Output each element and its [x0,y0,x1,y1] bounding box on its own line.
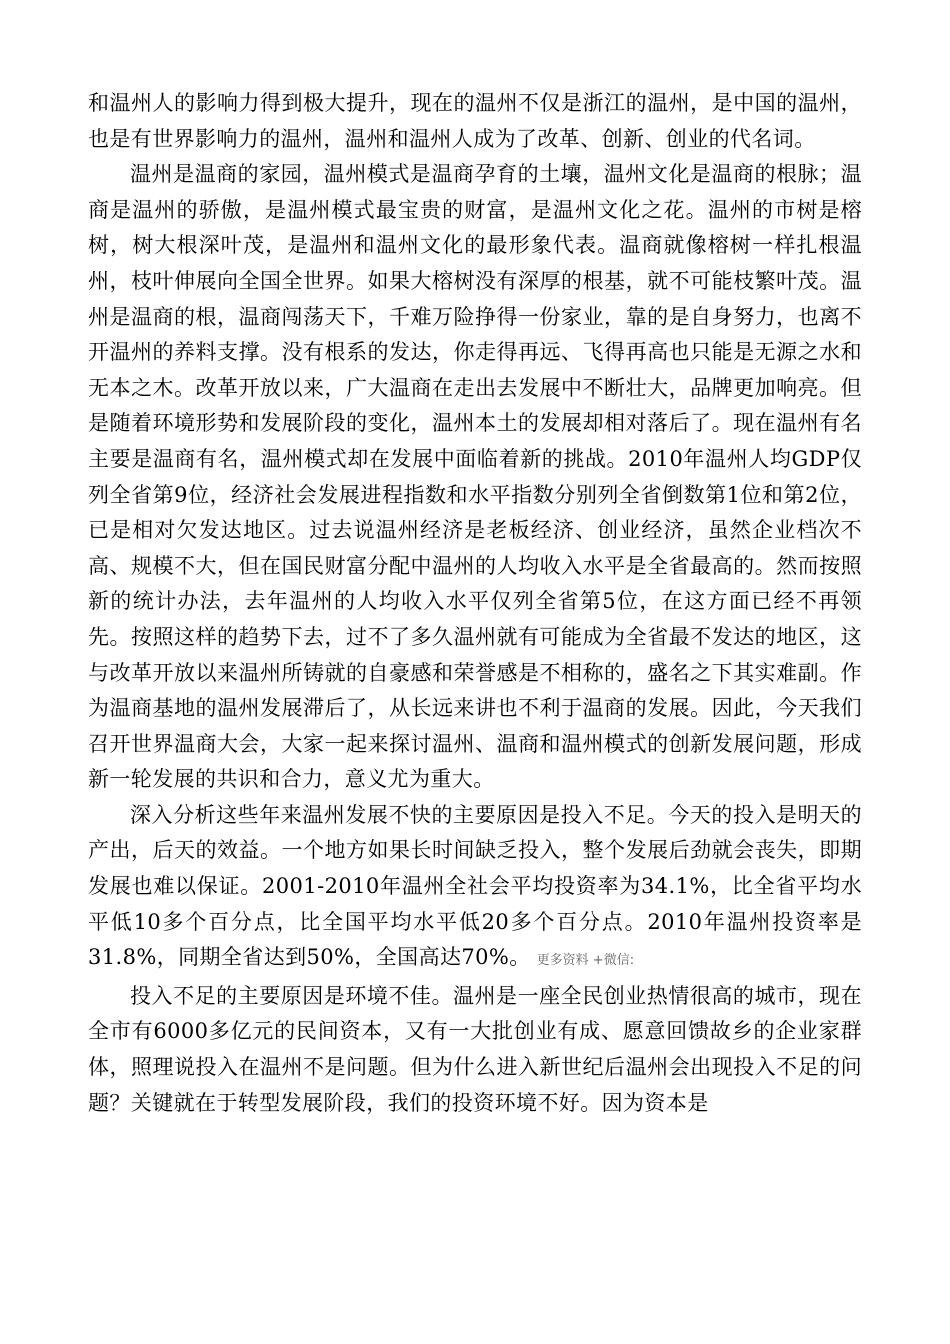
paragraph-4: 投入不足的主要原因是环境不佳。温州是一座全民创业热情很高的城市，现在全市有6000多亿元的民间资本，又有一大批创业有成、愿意回馈故乡的企业家群体，照理说投入在温州不是问题。但为什么进入新世纪后温州会出现投入不足的问题？关键就在于转型发展阶段，我们的投资环境不好。因为资本是 [88,983,862,1115]
inline-note: 更多资料 +微信: [536,953,635,969]
paragraph-3 [88,798,862,979]
paragraph-3-text: 深入分析这些年来温州发展不快的主要原因是投入不足。今天的投入是明天的产出，后天的效益。一个地方如果长时间缺乏投入，整个发展后劲就会丧失，即期发展也难以保证。2001-2010年温州全社会平均投资率为34.1%，比全省平均水平低10多个百分点，比全国平均水平低20多个百分点。2010年温州投资率是31.8%，同期全省达到50%，全国高达70%。 [88,802,862,970]
document-page [88,86,862,1121]
paragraph-2: 温州是温商的家园，温州模式是温商孕育的土壤，温州文化是温商的根脉；温商是温州的骄傲，是温州模式最宝贵的财富，是温州文化之花。温州的市树是榕树，树大根深叶茂，是温州和温州文化的最形象代表。温商就像榕树一样扎根温州，枝叶伸展向全国全世界。如果大榕树没有深厚的根基，就不可能枝繁叶茂。温州是温商的根，温商闯荡天下，千难万险挣得一份家业，靠的是自身努力，也离不开温州的养料支撑。没有根系的发达，你走得再远、飞得再高也只能是无源之水和无本之木。改革开放以来，广大温商在走出去发展中不断壮大，品牌更加响亮。但是随着环境形势和发展阶段的变化，温州本土的发展却相对落后了。现在温州有名主要是温商有名，温州模式却在发展中面临着新的挑战。2010年温州人均GDP仅列全省第9位，经济社会发展进程指数和水平指数分别列全省倒数第1位和第2位，已是相对欠发达地区。过去说温州经济是老板经济、创业经济，虽然企业档次不高、规模不大，但在国民财富分配中温州的人均收入水平是全省最高的。然而按照新的统计办法，去年温州的人均收入水平仅列全省第5位，在这方面已经不再领先。按照这样的趋势下去，过不了多久温州就有可能成为全省最不发达的地区，这与改革开放以来温州所铸就的自豪感和荣誉感是不相称的，盛名之下其实难副。作为温商基地的温州发展滞后了，从长远来讲也不利于温商的发展。因此，今天我们召开世界温商大会，大家一起来探讨温州、温商和温州模式的创新发展问题，形成新一轮发展的共识和合力，意义尤为重大。 [88,162,862,792]
paragraph-1: 和温州人的影响力得到极大提升，现在的温州不仅是浙江的温州，是中国的温州，也是有世界影响力的温州，温州和温州人成为了改革、创新、创业的代名词。 [88,91,862,151]
